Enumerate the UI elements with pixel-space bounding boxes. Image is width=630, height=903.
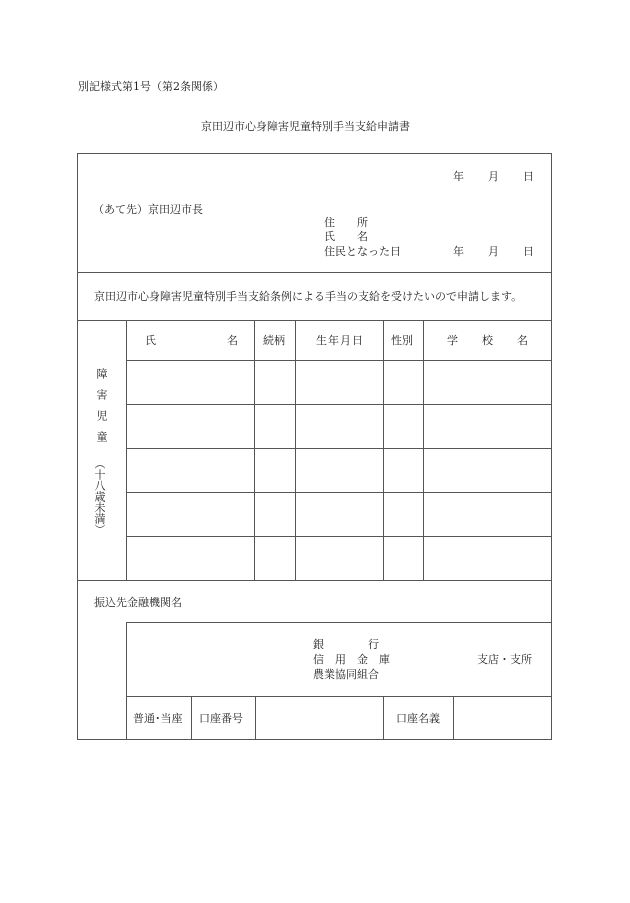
header-birthdate: 生年月日 [316,334,364,347]
table-rule [77,580,551,581]
name-label: 氏 名 [324,230,368,243]
residence-date-label: 住民となった日 [324,245,401,258]
table-rule [77,320,551,321]
table-rule [453,696,454,739]
children-side-note: （十八歳未満） [93,458,106,535]
residence-month: 月 [488,245,499,258]
table-rule [77,272,551,273]
date-year: 年 [453,170,464,183]
children-side-label: 障害児童 [95,368,108,452]
table-rule [255,696,256,739]
residence-day: 日 [523,245,534,258]
form-table [77,153,552,740]
account-type: 普通･当座 [133,712,183,725]
table-rule [383,696,384,739]
table-rule [126,320,127,580]
table-rule [423,320,424,580]
bank-type-bank: 銀 行 [313,638,379,651]
header-school-3: 名 [517,334,528,347]
account-holder-label: 口座名義 [396,712,440,725]
table-rule [254,320,255,580]
form-number: 別記様式第1号（第2条関係） [78,80,224,93]
bank-type-shinkin: 信 用 金 庫 [313,653,390,666]
header-school-2: 校 [482,334,493,347]
table-rule [126,360,551,361]
form-title: 京田辺市心身障害児童特別手当支給申請書 [201,120,410,133]
header-school-1: 学 [447,334,458,347]
addressee: （あて先）京田辺市長 [93,203,203,216]
header-name-2: 名 [227,334,238,347]
table-rule [126,696,551,697]
bank-type-ja: 農業協同組合 [313,668,379,681]
table-row [126,404,551,405]
table-row [126,448,551,449]
header-sex: 性別 [391,334,413,347]
statement: 京田辺市心身障害児童特別手当支給条例による手当の支給を受けたいので申請します。 [94,290,523,303]
bank-section-label: 振込先金融機関名 [94,596,182,609]
table-rule [383,320,384,580]
table-rule [126,622,551,623]
table-rule [295,320,296,580]
header-relation: 続柄 [263,334,285,347]
table-row [126,492,551,493]
address-label: 住 所 [324,216,368,229]
table-row [126,536,551,537]
header-name-1: 氏 [145,334,156,347]
branch-label: 支店・支所 [477,653,532,666]
table-rule [126,622,127,739]
table-rule [191,696,192,739]
account-number-label: 口座番号 [199,712,243,725]
date-month: 月 [488,170,499,183]
date-day: 日 [523,170,534,183]
residence-year: 年 [453,245,464,258]
